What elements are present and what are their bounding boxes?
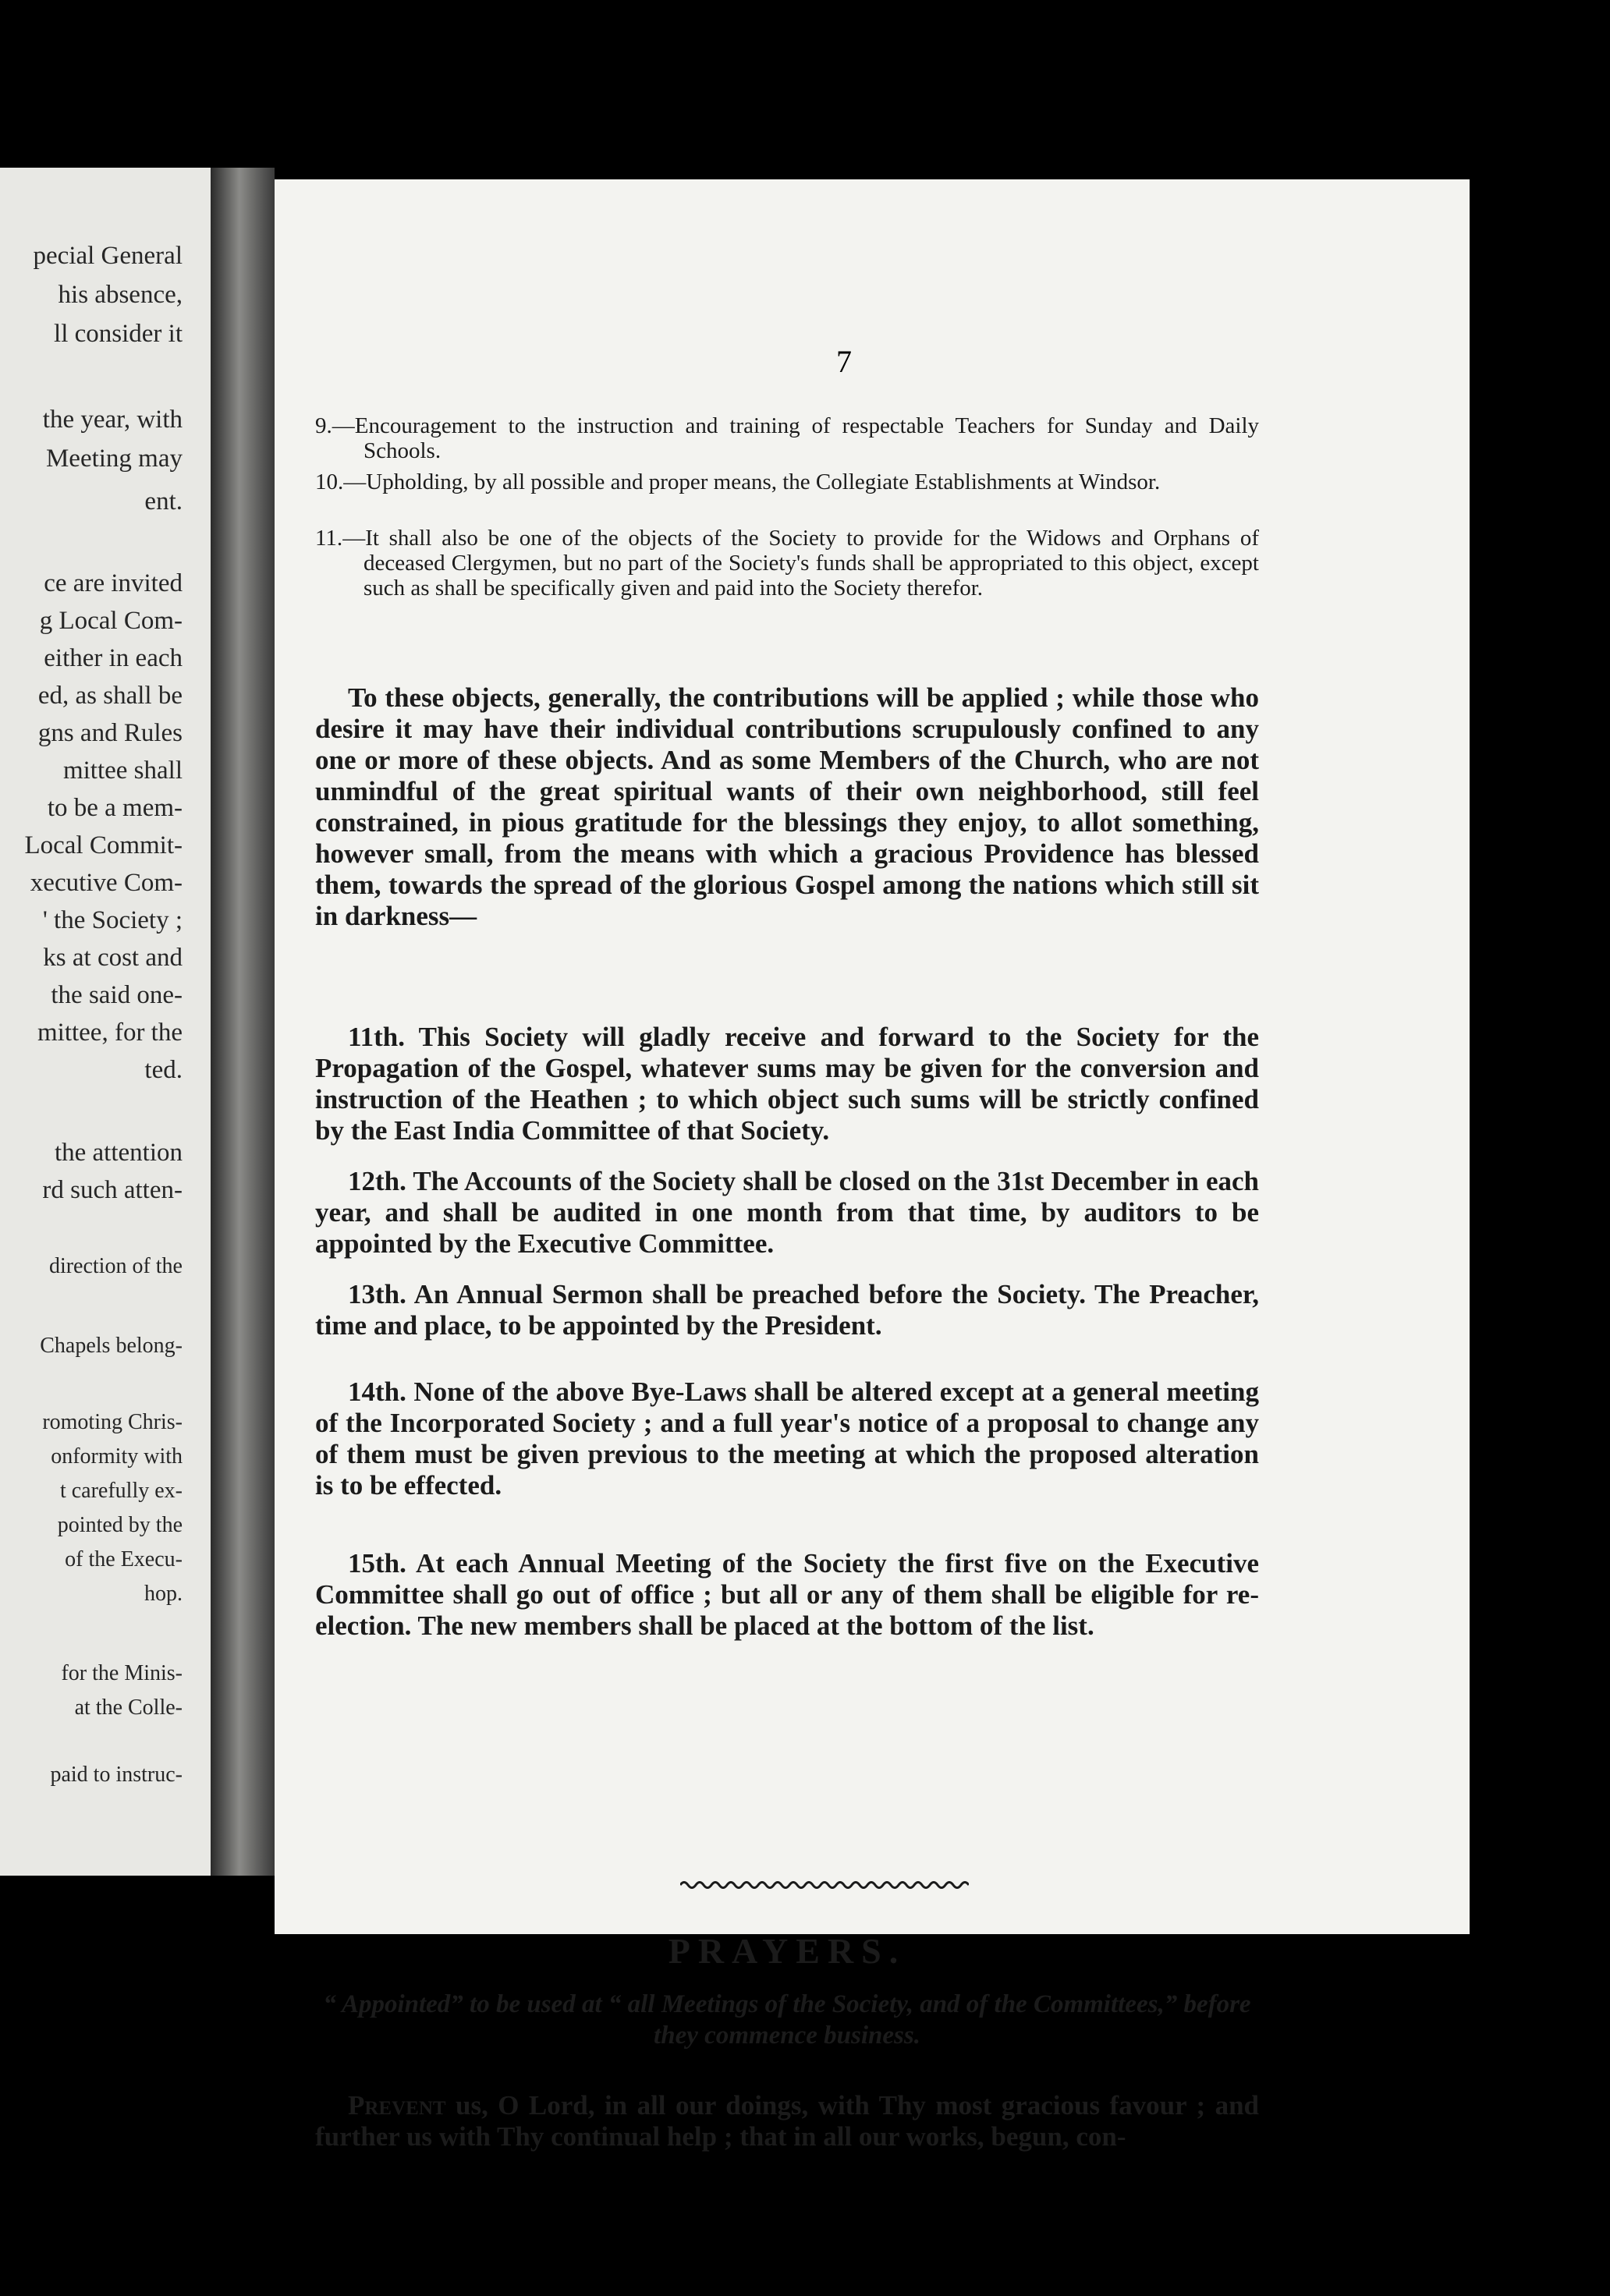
left-page-text-fragment: ent. [144,487,183,516]
prayers-heading: PRAYERS. [668,1931,906,1971]
bylaw-15th [315,1548,1259,1642]
left-page-text-fragment: hop. [144,1582,183,1606]
left-page-text-fragment: to be a mem- [47,794,183,822]
left-page-text-fragment: the attention [54,1139,183,1167]
left-page-text-fragment: xecutive Com- [30,869,183,897]
right-page [275,179,1470,2152]
left-page-text-fragment: onformity with [51,1444,183,1469]
book-gutter [211,168,275,1876]
left-page-text-fragment: ed, as shall be [37,682,183,710]
left-page-text-fragment: the year, with [42,406,183,434]
rule-text: —Encouragement to the instruction and training of respectable Teachers for Sunday and Daily Schools. [332,413,1259,463]
left-page-text-fragment: ' the Society ; [42,906,183,934]
bylaw-11th [315,1022,1259,1146]
left-page-text-fragment: t carefully ex- [59,1479,183,1503]
left-page-text-fragment: gns and Rules [37,719,183,747]
rule-11 [315,526,1259,601]
left-page-text-fragment: of the Execu- [65,1547,183,1571]
prayers-subtitle: “ Appointed” to be used at “ all Meetings of the Society, and of the Committees,” before they commence business. [323,1990,1251,2050]
left-page-text-fragment: ks at cost and [43,944,183,972]
left-page-text-fragment: his absence, [58,281,183,309]
paragraph-text: 13th. An Annual Sermon shall be preached before the Society. The Preacher, time and place, to be appointed by the President. [315,1279,1259,1341]
prayer-text [315,2090,1259,2152]
rule-number: 10. [315,469,344,494]
left-page-text-fragment: rd such atten- [42,1176,183,1204]
left-page-text-fragment: paid to instruc- [50,1763,183,1787]
bylaw-14th [315,1377,1259,1501]
left-page-text-fragment: either in each [44,644,183,672]
rule-item [315,413,1259,463]
left-page-text-fragment: at the Colle- [74,1695,183,1720]
rule-number: 9. [315,413,332,438]
rule-number: 11. [315,526,343,551]
paragraph-text: 11th. This Society will gladly receive and forward to the Society for the Propagation of the Gospel, whatever sums may be given for the conversion and instruction of the Heathen ; to which object such sums will be strictly confined by the East India Committee of that Society. [315,1022,1259,1146]
rule-item [315,526,1259,601]
left-page-text-fragment: ted. [144,1056,183,1084]
left-page-text-fragment: direction of the [48,1254,183,1278]
bylaw-13th [315,1279,1259,1341]
left-page-text-fragment: Local Commit- [24,831,183,859]
wavy-rule-ornament [680,1880,969,1890]
paragraph-text: 14th. None of the above Bye-Laws shall be altered except at a general meeting of the Incorporated Society ; and a full year's notice of a proposal to change any of them must be given previous to the meeting at which the proposed alteration is to be effected. [315,1377,1259,1501]
left-page-text-fragment: mittee shall [62,756,183,785]
rule-10 [315,469,1259,494]
left-page-text-fragment: mittee, for the [37,1019,183,1047]
left-page-text-fragment: Chapels belong- [40,1334,183,1358]
left-page-text-fragment: g Local Com- [39,607,183,635]
page-number: 7 [836,344,852,379]
left-page-text-fragment: Meeting may [45,445,183,473]
left-page-text-fragment: ll consider it [54,320,183,348]
left-page-text-fragment: romoting Chris- [42,1410,183,1434]
prayer-body: us, O Lord, in all our doings, with Thy most gracious favour ; and further us with Thy continual help ; that in all our works, begun, con- [315,2090,1259,2152]
left-page-text-fragment: pecial General [33,242,183,270]
left-page-text-fragment: pointed by the [57,1513,183,1537]
objects-paragraph [315,682,1259,932]
left-facing-page [0,168,211,1876]
rule-text: —Upholding, by all possible and proper means, the Collegiate Establishments at Windsor. [343,469,1161,494]
left-page-text-fragment: ce are invited [44,569,183,597]
rule-item [315,469,1259,494]
paragraph-text: 12th. The Accounts of the Society shall be closed on the 31st December in each year, and shall be audited in one month from that time, by auditors to be appointed by the Executive Committee. [315,1166,1259,1259]
bylaw-12th [315,1166,1259,1260]
prayer-opening-word: Prevent [348,2090,446,2121]
left-page-text-fragment: for the Minis- [61,1661,183,1685]
rule-9 [315,413,1259,463]
paragraph-text: 15th. At each Annual Meeting of the Society the first five on the Executive Committee shall go out of office ; but all or any of them shall be eligible for re-election. The new members shall be placed at the bottom of the list. [315,1548,1259,1641]
left-page-text-fragment: the said one- [51,981,183,1009]
rule-text: —It shall also be one of the objects of the Society to provide for the Widows and Orphans of deceased Clergymen, but no part of the Society's funds shall be appropriated to this object, except such as shall be specifically given and paid into the Society therefor. [342,526,1259,601]
paragraph-text: To these objects, generally, the contributions will be applied ; while those who desire it may have their individual contributions scrupulously confined to any one or more of these objects. And as some Members of the Church, who are not unmindful of the great spiritual wants of their own neighborhood, still feel constrained, in pious gratitude for the blessings they enjoy, to allot something, however small, from the means with which a gracious Providence has blessed them, towards the spread of the glorious Gospel among the nations which still sit in darkness— [315,682,1259,931]
